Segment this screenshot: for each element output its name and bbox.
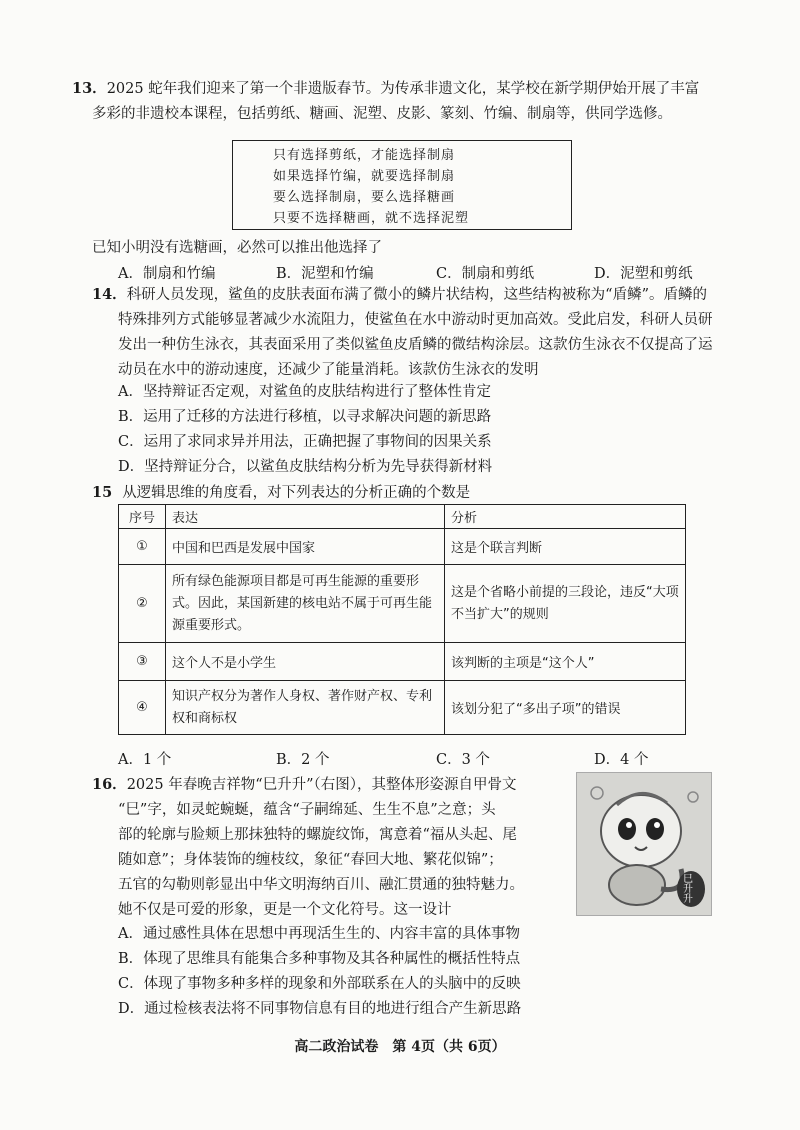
mascot-label: 巳升升 — [683, 874, 693, 905]
q14-option-a[interactable]: A．坚持辩证否定观，对鲨鱼的皮肤结构进行了整体性肯定 — [118, 384, 491, 400]
mascot-image — [576, 772, 712, 916]
q15-option-c[interactable]: C．3 个 — [436, 752, 490, 768]
q16-option-c[interactable]: C．体现了事物多种多样的现象和外部联系在人的头脑中的反映 — [118, 976, 521, 992]
q16-text-line: 随如意”；身体装饰的缠枝纹，象征“春回大地、繁花似锦”； — [118, 852, 503, 868]
q15-option-a[interactable]: A．1 个 — [118, 752, 172, 768]
q15-stem — [92, 480, 712, 506]
q16-line-1 — [92, 772, 572, 798]
page-footer: 高二政治试卷 第 4页（共 6页） — [294, 1039, 506, 1055]
table-header-row — [119, 505, 686, 529]
table-row — [119, 681, 686, 735]
q16-option-b[interactable]: B．体现了思维具有能集合多种事物及其各种属性的概括性特点 — [118, 951, 521, 967]
header-index: 序号 — [119, 505, 166, 529]
q13-option-b[interactable]: B．泥塑和竹编 — [276, 266, 374, 282]
row-expression: 所有绿色能源项目都是可再生能源的重要形式。因此，某国新建的核电站不属于可再生能源重要形式。 — [166, 565, 445, 643]
row-analysis: 这是个联言判断 — [445, 529, 686, 565]
q14-stem — [92, 282, 714, 383]
table-row — [119, 565, 686, 643]
q14-number: 14． — [92, 286, 127, 303]
row-analysis: 这是个省略小前提的三段论，违反“大项不当扩大”的规则 — [445, 565, 686, 643]
row-index: ② — [119, 565, 166, 643]
row-expression: 中国和巴西是发展中国家 — [166, 529, 445, 565]
q13-rules-box — [232, 140, 572, 230]
q13-stem-text: 2025 蛇年我们迎来了第一个非遗版春节。为传承非遗文化，某学校在新学期伊始开展了丰富多彩的非遗校本课程，包括剪纸、糖画、泥塑、皮影、篆刻、竹编、制扇等，供同学选修。 — [92, 81, 700, 122]
table-row — [119, 529, 686, 565]
q15-number: 15 — [92, 484, 113, 501]
q14-option-c[interactable]: C．运用了求同求异并用法，正确把握了事物间的因果关系 — [118, 434, 492, 450]
q14-option-d[interactable]: D．坚持辩证分合，以鲨鱼皮肤结构分析为先导获得新材料 — [118, 459, 493, 475]
q13-question: 已知小明没有选糖画，必然可以推出他选择了 — [92, 240, 382, 256]
q16-option-d[interactable]: D．通过检核表法将不同事物信息有目的地进行组合产生新思路 — [118, 1001, 522, 1017]
row-index: ③ — [119, 643, 166, 681]
row-analysis: 该判断的主项是“这个人” — [445, 643, 686, 681]
row-index: ④ — [119, 681, 166, 735]
q16-text-line: 2025 年春晚吉祥物“巳升升”（右图），其整体形姿源自甲骨文 — [126, 777, 517, 793]
q15-table — [118, 504, 686, 735]
q16-text-line: 她不仅是可爱的形象，更是一个文化符号。这一设计 — [118, 902, 452, 918]
q13-option-d[interactable]: D．泥塑和剪纸 — [594, 266, 693, 282]
q13-option-c[interactable]: C．制扇和剪纸 — [436, 266, 535, 282]
q14-stem-text: 科研人员发现，鲨鱼的皮肤表面布满了微小的鳞片状结构，这些结构被称为“盾鳞”。盾鳞的特殊排列方式能够显著减少水流阻力，使鲨鱼在水中游动时更加高效。受此启发，科研人员研发出一种仿生泳衣，其表面采用了类似鲨鱼皮盾鳞的微结构涂层。这款仿生泳衣不仅提高了运动员在水中的游动速度，还减少了能量消耗。该款仿生泳衣的发明 — [118, 287, 713, 378]
q15-option-b[interactable]: B．2 个 — [276, 752, 330, 768]
q13-stem — [72, 76, 712, 127]
q16-number: 16． — [92, 776, 127, 793]
q14-option-b[interactable]: B．运用了迁移的方法进行移植，以寻求解决问题的新思路 — [118, 409, 492, 425]
q13-rule: 如果选择竹编，就要选择制扇 — [273, 169, 456, 184]
q14-options — [118, 380, 492, 480]
q16-text-line: 部的轮廓与脸颊上那抹独特的螺旋纹饰，寓意着“福从头起、尾 — [118, 827, 517, 843]
table-row — [119, 643, 686, 681]
row-analysis: 该划分犯了“多出子项”的错误 — [445, 681, 686, 735]
q13-number: 13． — [72, 80, 107, 97]
q16-text-line: 五官的勾勒则彰显出中华文明海纳百川、融汇贯通的独特魅力。 — [118, 877, 524, 893]
row-expression: 知识产权分为著作人身权、著作财产权、专利权和商标权 — [166, 681, 445, 735]
q16-text-line: “巳”字，如灵蛇蜿蜒，蕴含“子嗣绵延、生生不息”之意；头 — [118, 802, 496, 818]
q16-stem — [92, 772, 572, 923]
row-index: ① — [119, 529, 166, 565]
q13-rule: 只要不选择糖画，就不选择泥塑 — [273, 211, 470, 226]
q16-option-a[interactable]: A．通过感性具体在思想中再现活生生的、内容丰富的具体事物 — [118, 926, 520, 942]
row-expression: 这个人不是小学生 — [166, 643, 445, 681]
header-analysis: 分析 — [445, 505, 686, 529]
q15-option-d[interactable]: D．4 个 — [594, 752, 649, 768]
q13-option-a[interactable]: A．制扇和竹编 — [118, 266, 216, 282]
q15-stem-text: 从逻辑思维的角度看，对下列表达的分析正确的个数是 — [122, 485, 471, 501]
q13-rule: 只有选择剪纸，才能选择制扇 — [273, 148, 456, 163]
q16-options — [118, 922, 521, 1022]
header-expression: 表达 — [166, 505, 445, 529]
q13-rule: 要么选择制扇，要么选择糖画 — [273, 190, 456, 205]
